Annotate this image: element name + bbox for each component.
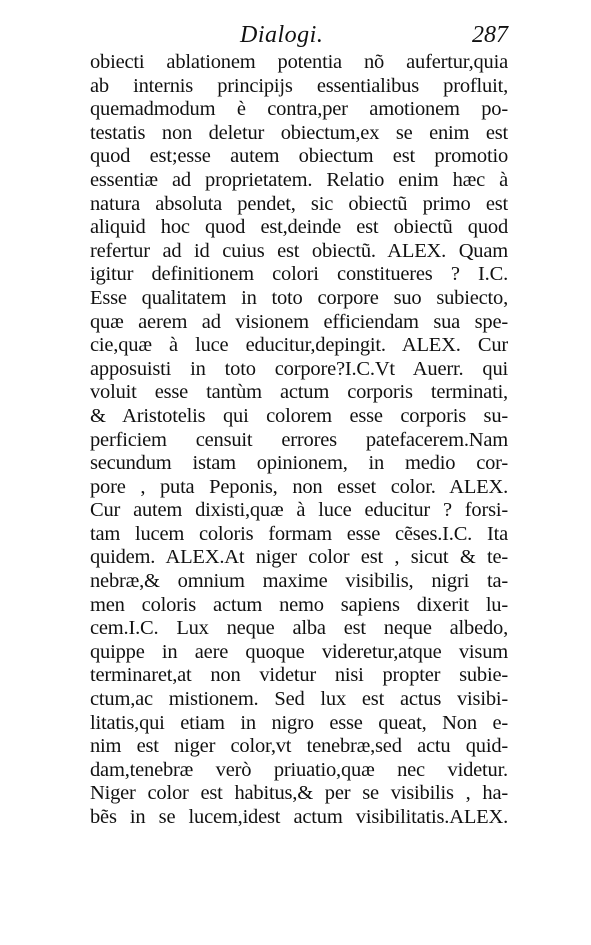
text-line: terminaret,at non videtur nisi propter subie- [90,664,508,687]
text-line: apposuisti in toto corpore?I.C.Vt Auerr. qui [90,357,508,380]
text-line: quæ aerem ad visionem efficiendam sua spe- [90,310,508,333]
text-line: igitur definitionem colori constitueres ? I.C. [90,263,508,286]
text-line: refertur ad id cuius est obiectũ. ALEX. Quam [90,239,508,262]
text-line: obiecti ablationem potentia nõ aufertur,quia [90,51,508,73]
text-block [90,51,508,830]
running-head [88,22,508,52]
text-line: bẽs in se lucem,idest actum visibilitatis.ALEX. [90,806,508,828]
text-line: natura absoluta pendet, sic obiectũ primo est [90,192,508,215]
text-line: Niger color est habitus,& per se visibilis , ha- [90,782,508,805]
text-line: & Aristotelis qui colorem esse corporis su- [90,404,508,427]
text-line: tam lucem coloris formam esse cẽses.I.C. Ita [90,522,508,545]
running-head-title: Dialogi. [240,22,324,48]
text-line: ctum,ac mistionem. Sed lux est actus visibi- [90,688,508,711]
text-line: aliquid hoc quod est,deinde est obiectũ quod [90,216,508,239]
text-line: men coloris actum nemo sapiens dixerit lu- [90,593,508,616]
text-line: quemadmodum è contra,per amotionem po- [90,98,508,121]
text-line: voluit esse tantùm actum corporis terminati, [90,381,508,404]
text-line: ab internis principijs essentialibus profluit, [90,74,508,97]
text-line: essentiæ ad proprietatem. Relatio enim hæc à [90,168,508,191]
text-line: pore , puta Peponis, non esset color. ALEX. [90,475,508,498]
text-line: secundum istam opinionem, in medio cor- [90,452,508,475]
text-line: Cur autem dixisti,quæ à luce educitur ? forsi- [90,499,508,522]
text-line: dam,tenebræ verò priuatio,quæ nec videtur. [90,758,508,781]
text-line: litatis,qui etiam in nigro esse queat, Non e- [90,711,508,734]
page-number: 287 [472,22,508,48]
text-line: cie,quæ à luce educitur,depingit. ALEX. Cur [90,334,508,357]
text-line: testatis non deletur obiectum,ex se enim est [90,121,508,144]
text-line: quod est;esse autem obiectum est promotio [90,145,508,168]
text-line: perficiem censuit errores patefacerem.Nam [90,428,508,451]
text-line: nebræ,& omnium maxime visibilis, nigri ta- [90,570,508,593]
text-line: cem.I.C. Lux neque alba est neque albedo, [90,617,508,640]
text-line: nim est niger color,vt tenebræ,sed actu quid- [90,735,508,758]
text-line: quidem. ALEX.At niger color est , sicut & te- [90,546,508,569]
text-line: Esse qualitatem in toto corpore suo subiecto, [90,286,508,309]
text-line: quippe in aere quoque videretur,atque visum [90,640,508,663]
